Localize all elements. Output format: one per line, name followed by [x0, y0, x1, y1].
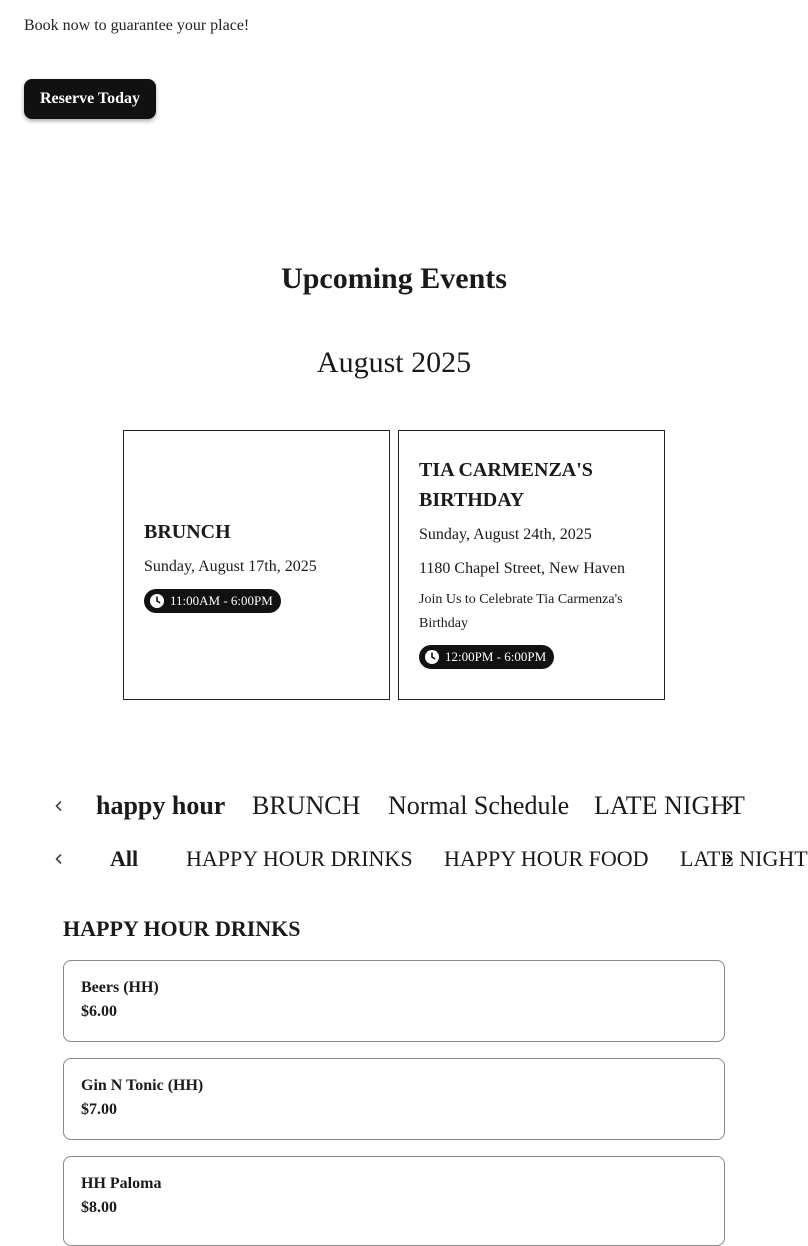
category-tab-strip: [80, 839, 808, 879]
category-tabs: [0, 839, 808, 879]
event-card[interactable]: [398, 430, 665, 700]
reservation-prompt: Book now to guarantee your place!: [24, 17, 250, 34]
menu-item-price: $6.00: [81, 1003, 117, 1020]
event-address: 1180 Chapel Street, New Haven: [419, 560, 626, 577]
event-time: 12:00PM - 6:00PM: [445, 649, 547, 664]
category-tab-happy-hour-food[interactable]: HAPPY HOUR FOOD: [444, 846, 649, 871]
menu-item-card[interactable]: [63, 960, 725, 1042]
category-tabs-next-button[interactable]: [719, 849, 739, 869]
chevron-right-icon: [724, 853, 734, 865]
event-time: 11:00AM - 6:00PM: [170, 593, 273, 608]
menu-tabs: [0, 786, 768, 826]
event-title: BRUNCH: [144, 521, 231, 543]
event-card[interactable]: [123, 430, 390, 700]
category-tab-all[interactable]: All: [110, 846, 139, 871]
event-date: Sunday, August 17th, 2025: [144, 558, 317, 575]
reserve-today-button[interactable]: Reserve Today: [24, 79, 156, 119]
event-description: Join Us to Celebrate Tia Carmenza's Birthday: [419, 592, 623, 631]
tab-normal-schedule[interactable]: Normal Schedule: [388, 791, 570, 820]
category-tab-late-night[interactable]: LATE NIGHT: [680, 846, 808, 871]
tab-brunch[interactable]: BRUNCH: [252, 791, 361, 820]
chevron-left-icon: [54, 853, 64, 865]
menu-item-name: HH Paloma: [81, 1175, 162, 1192]
menu-item-name: Beers (HH): [81, 979, 159, 996]
event-title: TIA CARMENZA'S BIRTHDAY: [419, 459, 593, 511]
menu-item-price: $8.00: [81, 1199, 117, 1216]
event-time-badge: [419, 645, 554, 669]
chevron-left-icon: [54, 800, 64, 812]
section-heading: HAPPY HOUR DRINKS: [63, 916, 301, 941]
menu-tabs-next-button[interactable]: [719, 796, 739, 816]
tab-happy-hour[interactable]: happy hour: [96, 791, 226, 820]
event-time-badge: [144, 589, 281, 613]
events-heading: Upcoming Events: [281, 262, 507, 295]
menu-tab-strip: [80, 786, 745, 826]
menu-item-card[interactable]: [63, 1156, 725, 1246]
menu-tabs-prev-button[interactable]: [49, 796, 69, 816]
tab-late-night[interactable]: LATE NIGHT: [594, 791, 745, 820]
events-month: August 2025: [316, 346, 472, 379]
category-tab-happy-hour-drinks[interactable]: HAPPY HOUR DRINKS: [186, 846, 413, 871]
menu-item-card[interactable]: [63, 1058, 725, 1140]
menu-item-price: $7.00: [81, 1101, 117, 1118]
chevron-right-icon: [724, 800, 734, 812]
event-date: Sunday, August 24th, 2025: [419, 526, 592, 543]
clock-icon: [425, 650, 439, 664]
menu-item-name: Gin N Tonic (HH): [81, 1077, 204, 1094]
category-tabs-prev-button[interactable]: [49, 849, 69, 869]
clock-icon: [150, 594, 164, 608]
